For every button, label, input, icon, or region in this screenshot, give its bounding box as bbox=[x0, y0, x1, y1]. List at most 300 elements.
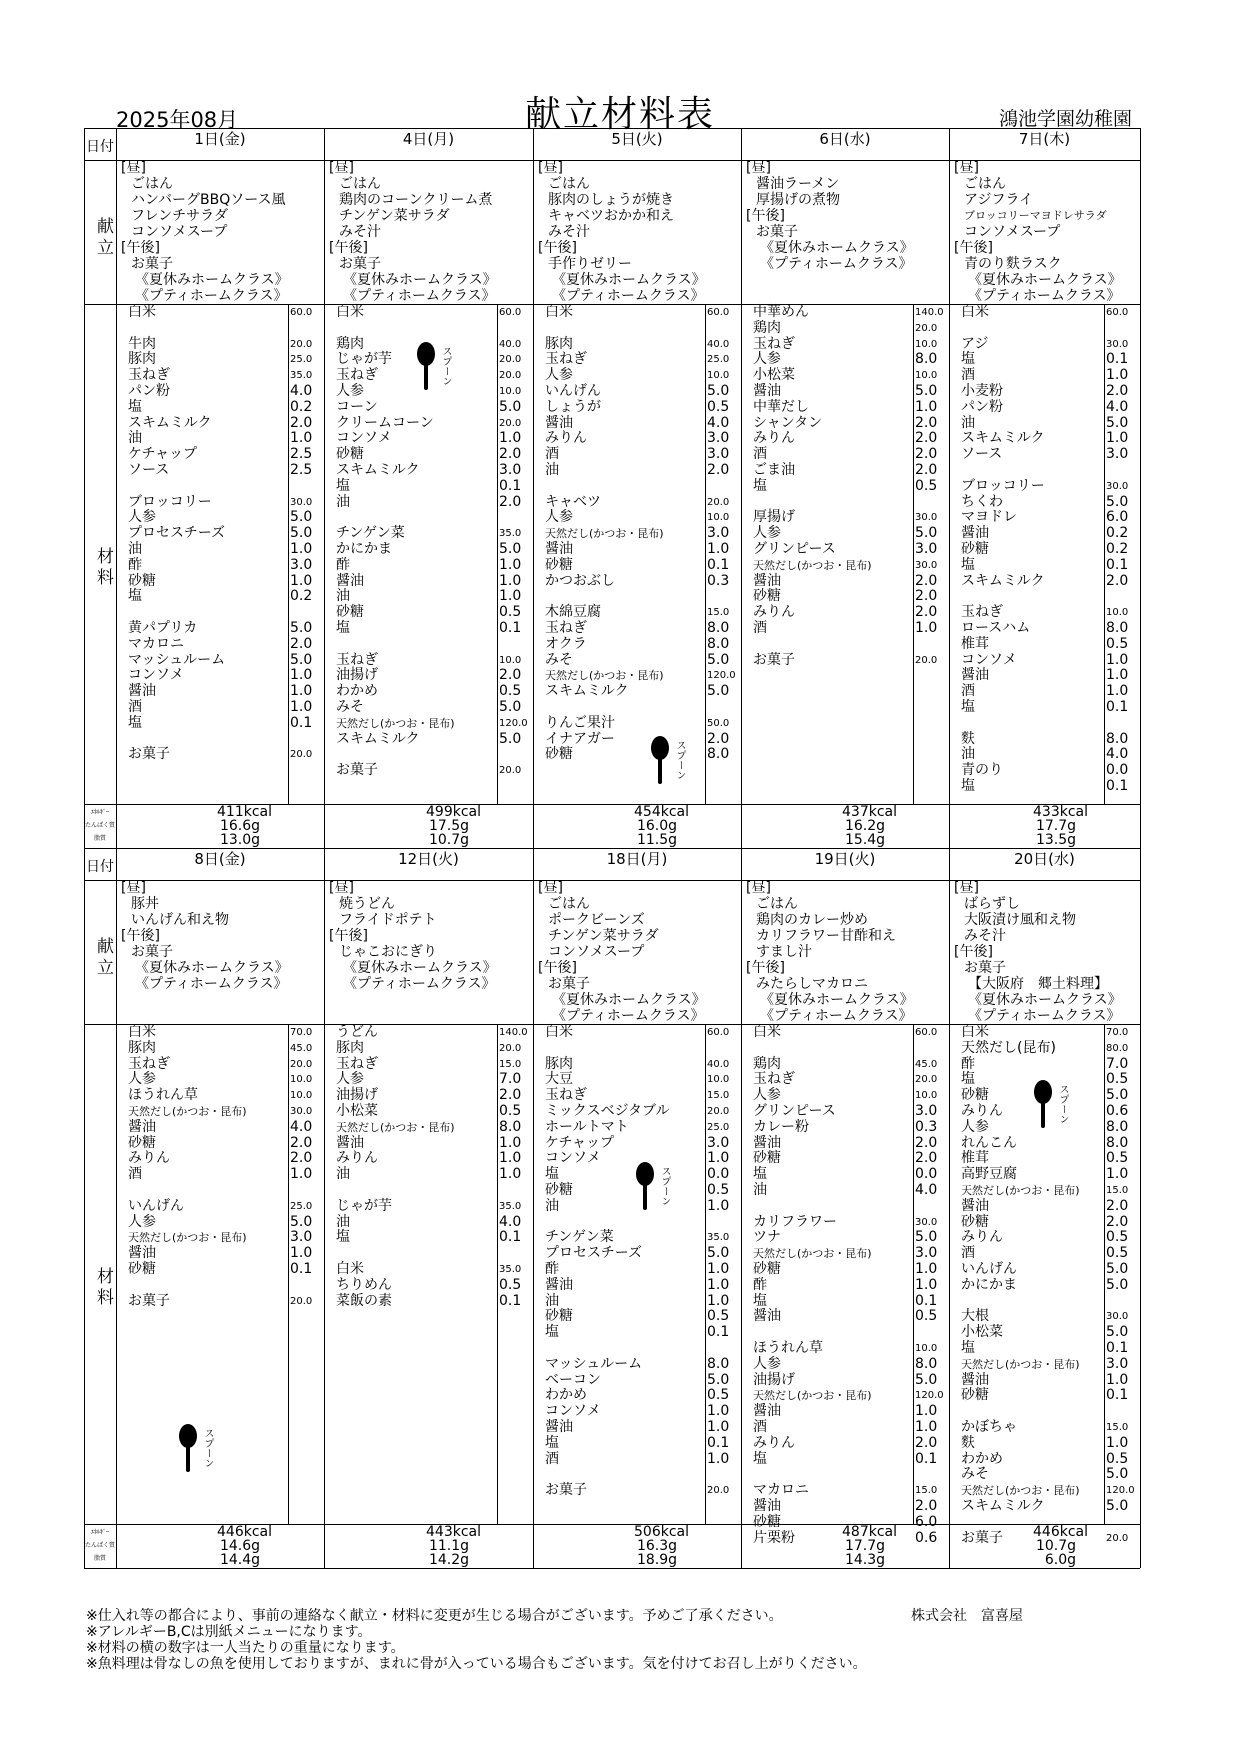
ingredient-amount: 4.0 bbox=[707, 414, 730, 431]
ingredient-amount: 8.0 bbox=[1106, 1134, 1129, 1151]
ingredient-name: カレー粉 bbox=[753, 1118, 809, 1135]
menu-item: すまし汁 bbox=[756, 944, 812, 960]
ingredient-amount: 1.0 bbox=[290, 540, 313, 557]
ingredient-name: 中華めん bbox=[753, 304, 809, 320]
spoon-label: スプーン bbox=[440, 346, 451, 386]
ingredient-amount bbox=[1106, 716, 1128, 732]
ingredient-amount: 5.0 bbox=[915, 525, 938, 542]
ingredient-amount: 0.1 bbox=[915, 1450, 938, 1467]
ingredient-amount: 10.0 bbox=[290, 1074, 313, 1086]
ingredient-amount: 5.0 bbox=[1106, 1497, 1129, 1514]
ingredient-name: 塩 bbox=[961, 777, 975, 794]
nutrition-value: 15.4g bbox=[844, 832, 885, 848]
nutrition-value: 14.6g bbox=[219, 1538, 260, 1554]
ingredient-name: お菓子 bbox=[128, 1292, 170, 1309]
menu-item: [昼] bbox=[121, 160, 146, 176]
ingredient-name: 砂糖 bbox=[753, 588, 781, 605]
day-menu bbox=[121, 160, 289, 304]
ingredient-name: コンソメ bbox=[545, 1150, 601, 1167]
ingredient-name: パン粉 bbox=[128, 382, 170, 399]
ingredient-name: スキムミルク bbox=[961, 572, 1045, 589]
menu-item: フライドポテト bbox=[339, 912, 437, 928]
ingredient-amount: 35.0 bbox=[499, 1263, 522, 1275]
ingredient-amount bbox=[707, 1215, 729, 1231]
ingredient-amount: 5.0 bbox=[915, 1229, 938, 1246]
ingredient-amount: 1.0 bbox=[1106, 667, 1129, 684]
ingredient-amount: 5.0 bbox=[290, 509, 313, 526]
menu-item: 《夏休みホームクラス》 bbox=[343, 960, 497, 976]
ingredient-amount: 25.0 bbox=[707, 1121, 730, 1133]
ingredient-amount: 15.0 bbox=[499, 1058, 522, 1070]
ingredient-name: マッシュルーム bbox=[128, 651, 226, 668]
ingredient-name: 酒 bbox=[128, 698, 142, 715]
row-label-ingredients: 材料 bbox=[93, 547, 113, 589]
ingredient-name: みそ bbox=[336, 698, 364, 715]
spoon-icon bbox=[1031, 1080, 1081, 1150]
menu-item: ばらずし bbox=[964, 896, 1020, 912]
day-header: 18日(月) bbox=[606, 850, 668, 868]
ingredient-name: 醤油 bbox=[545, 414, 573, 431]
ingredient-name: 人参 bbox=[128, 509, 156, 526]
spoon-label: スプーン bbox=[202, 1428, 213, 1468]
ingredient-name bbox=[753, 495, 872, 511]
ingredient-name: マヨドレ bbox=[961, 509, 1017, 526]
ingredient-amount: 120.0 bbox=[915, 1390, 944, 1402]
ingredient-amount: 0.5 bbox=[915, 477, 938, 494]
nutrition-value: 13.5g bbox=[1035, 832, 1076, 848]
ingredient-name: 玉ねぎ bbox=[753, 335, 795, 352]
ingredient-name: 醤油 bbox=[545, 1418, 573, 1435]
menu-item: 《プティホームクラス》 bbox=[343, 976, 496, 992]
ingredient-amount: 1.0 bbox=[290, 1245, 313, 1262]
ingredient-amount: 15.0 bbox=[707, 607, 730, 619]
ingredient-name: わかめ bbox=[961, 1450, 1003, 1467]
ingredient-name: 白米 bbox=[336, 304, 364, 320]
ingredient-name: いんげん bbox=[961, 1260, 1017, 1277]
ingredient-name: 塩 bbox=[961, 1339, 975, 1356]
menu-item: [午後] bbox=[954, 240, 993, 256]
week-block bbox=[84, 128, 1140, 848]
ingredient-name: 醤油 bbox=[545, 1276, 573, 1293]
day-header: 12日(火) bbox=[398, 850, 459, 868]
menu-item: 《プティホームクラス》 bbox=[760, 256, 913, 272]
quantity-list bbox=[1106, 305, 1128, 795]
ingredient-name: 大豆 bbox=[545, 1071, 573, 1088]
menu-item: 《夏休みホームクラス》 bbox=[135, 272, 289, 288]
nutrition-value: 499kcal bbox=[426, 804, 481, 820]
ingredient-amount: 20.0 bbox=[499, 354, 522, 366]
ingredient-amount: 1.0 bbox=[1106, 430, 1129, 447]
ingredient-name: みりん bbox=[128, 1150, 170, 1167]
menu-item: ごはん bbox=[756, 896, 798, 912]
ingredient-amount: 0.1 bbox=[1106, 1387, 1129, 1404]
row-label-menu: 献立 bbox=[93, 937, 113, 979]
ingredient-list bbox=[545, 305, 664, 763]
ingredient-name: コンソメ bbox=[128, 667, 184, 684]
menu-item: 《夏休みホームクラス》 bbox=[968, 272, 1122, 288]
grid-vline bbox=[913, 304, 914, 804]
ingredient-amount: 5.0 bbox=[1106, 1260, 1129, 1277]
menu-item: カリフラワー甘酢和え bbox=[756, 928, 896, 944]
ingredient-name: 醤油 bbox=[128, 1118, 156, 1135]
ingredient-name bbox=[545, 1041, 669, 1057]
ingredient-amount: 10.0 bbox=[915, 1090, 938, 1102]
menu-item: 《夏休みホームクラス》 bbox=[343, 272, 497, 288]
nutrition-value: 14.4g bbox=[219, 1552, 260, 1568]
ingredient-name: みそ bbox=[961, 1466, 989, 1483]
ingredient-name bbox=[128, 605, 225, 621]
ingredient-name: コーン bbox=[336, 398, 378, 415]
ingredient-name bbox=[336, 321, 455, 337]
ingredient-amount: 5.0 bbox=[290, 525, 313, 542]
ingredient-name: 天然だし(かつお・昆布) bbox=[961, 1357, 1080, 1371]
ingredient-name: 塩 bbox=[961, 351, 975, 368]
ingredient-amount: 20.0 bbox=[1106, 1532, 1129, 1544]
ingredient-name: 豚肉 bbox=[128, 351, 156, 368]
ingredient-name: 酒 bbox=[753, 1418, 767, 1435]
ingredient-amount: 60.0 bbox=[499, 307, 522, 318]
ingredient-amount: 10.0 bbox=[499, 385, 522, 397]
menu-item: 豚丼 bbox=[131, 896, 159, 912]
ingredient-name: かぼちゃ bbox=[961, 1418, 1017, 1435]
menu-item: [午後] bbox=[329, 240, 368, 256]
ingredient-amount: 1.0 bbox=[707, 1197, 730, 1214]
quantity-list bbox=[499, 1025, 528, 1309]
ingredient-amount: 0.5 bbox=[499, 683, 522, 700]
ingredient-name: 玉ねぎ bbox=[128, 367, 170, 384]
day-menu bbox=[538, 160, 706, 304]
menu-item: [午後] bbox=[954, 944, 993, 960]
menu-item: [午後] bbox=[121, 928, 160, 944]
menu-item: [昼] bbox=[538, 880, 563, 896]
ingredient-amount: 0.5 bbox=[499, 1276, 522, 1293]
quantity-list bbox=[915, 305, 944, 668]
grid-vline bbox=[741, 848, 742, 1568]
ingredient-name: 油 bbox=[128, 540, 142, 557]
menu-item: ごはん bbox=[548, 176, 590, 192]
ingredient-name: 豚肉 bbox=[336, 1039, 364, 1056]
ingredient-name: お菓子 bbox=[545, 1482, 587, 1499]
row-label-nutrition: 脂質 bbox=[93, 1555, 106, 1562]
ingredient-name: 砂糖 bbox=[336, 446, 364, 463]
nutrition-value: 14.3g bbox=[844, 1552, 885, 1568]
ingredient-amount: 0.5 bbox=[1106, 1150, 1129, 1167]
ingredient-name: 油 bbox=[753, 1181, 767, 1198]
grid-vline bbox=[1104, 1024, 1105, 1524]
ingredient-name: 酢 bbox=[545, 1260, 559, 1277]
ingredient-amount: 25.0 bbox=[290, 354, 313, 366]
ingredient-name: じゃが芋 bbox=[336, 351, 392, 368]
menu-item: [午後] bbox=[746, 960, 785, 976]
ingredient-name: ミックスベジタブル bbox=[545, 1102, 670, 1119]
ingredient-name: 塩 bbox=[336, 477, 350, 494]
nutrition-value: 446kcal bbox=[217, 1524, 272, 1540]
ingredient-amount: 0.1 bbox=[1106, 698, 1129, 715]
ingredient-amount: 0.5 bbox=[499, 1102, 522, 1119]
ingredient-name bbox=[128, 1183, 247, 1199]
ingredient-amount: 1.0 bbox=[707, 1260, 730, 1277]
nutrition-values bbox=[533, 805, 689, 847]
grid-vline bbox=[533, 128, 534, 848]
ingredient-name: プロセスチーズ bbox=[545, 1245, 643, 1262]
ingredient-amount: 0.1 bbox=[1106, 1339, 1129, 1356]
ingredient-amount bbox=[915, 495, 944, 511]
ingredient-name: 塩 bbox=[128, 398, 142, 415]
ingredient-amount bbox=[499, 1246, 528, 1262]
ingredient-amount bbox=[915, 1325, 944, 1341]
ingredient-amount bbox=[499, 510, 528, 526]
ingredient-amount: 1.0 bbox=[499, 588, 522, 605]
menu-item: いんげん和え物 bbox=[131, 912, 229, 928]
ingredient-name bbox=[961, 1294, 1080, 1310]
ingredient-amount: 140.0 bbox=[499, 1027, 528, 1038]
spoon-icon bbox=[648, 736, 698, 806]
ingredient-amount: 2.0 bbox=[915, 1434, 938, 1451]
ingredient-name bbox=[545, 321, 664, 337]
day-header: 5日(火) bbox=[611, 130, 663, 148]
ingredient-amount: 6.0 bbox=[915, 1513, 938, 1530]
ingredient-name: かにかま bbox=[961, 1276, 1017, 1293]
ingredient-amount: 3.0 bbox=[707, 430, 730, 447]
ingredient-amount: 2.0 bbox=[915, 1497, 938, 1514]
nutrition-value: 11.1g bbox=[428, 1538, 469, 1554]
ingredient-name: 人参 bbox=[545, 509, 573, 526]
ingredient-name bbox=[128, 479, 225, 495]
ingredient-amount: 0.2 bbox=[290, 588, 313, 605]
ingredient-amount: 5.0 bbox=[499, 540, 522, 557]
ingredient-amount: 0.1 bbox=[1106, 777, 1129, 794]
ingredient-name: アジ bbox=[961, 335, 989, 352]
ingredient-amount: 0.5 bbox=[707, 1181, 730, 1198]
ingredient-name: 醤油 bbox=[753, 1497, 781, 1514]
menu-item: [昼] bbox=[121, 880, 146, 896]
ingredient-amount: 0.3 bbox=[707, 572, 730, 589]
ingredient-amount bbox=[915, 1199, 944, 1215]
ingredient-amount: 0.0 bbox=[915, 1166, 938, 1183]
ingredient-amount: 3.0 bbox=[915, 1245, 938, 1262]
ingredient-amount: 1.0 bbox=[1106, 1434, 1129, 1451]
ingredient-amount: 15.0 bbox=[915, 1485, 938, 1497]
ingredient-name bbox=[961, 321, 1045, 337]
quantity-list bbox=[499, 305, 528, 779]
menu-item: みそ汁 bbox=[964, 928, 1006, 944]
ingredient-name: 人参 bbox=[545, 367, 573, 384]
ingredient-name: 砂糖 bbox=[545, 1181, 573, 1198]
day-header: 19日(火) bbox=[814, 850, 876, 868]
ingredient-name: 塩 bbox=[545, 1434, 559, 1451]
ingredient-amount bbox=[290, 1278, 312, 1294]
ingredient-amount: 1.0 bbox=[707, 1418, 730, 1435]
day-header: 7日(木) bbox=[1018, 130, 1071, 148]
ingredient-name: 油 bbox=[336, 1166, 350, 1183]
ingredient-name bbox=[128, 1278, 247, 1294]
ingredient-amount: 5.0 bbox=[499, 698, 522, 715]
ingredient-amount: 0.1 bbox=[290, 714, 313, 731]
nutrition-value: 16.2g bbox=[844, 818, 885, 834]
ingredient-amount bbox=[707, 321, 736, 337]
ingredient-name: 砂糖 bbox=[753, 1260, 781, 1277]
ingredient-amount: 5.0 bbox=[290, 1213, 313, 1230]
nutrition-values bbox=[949, 1525, 1088, 1567]
menu-item: 焼うどん bbox=[339, 896, 395, 912]
ingredient-amount: 0.5 bbox=[1106, 1450, 1129, 1467]
grid-vline bbox=[705, 304, 706, 804]
ingredient-name: みりん bbox=[961, 1102, 1003, 1119]
ingredient-amount: 5.0 bbox=[707, 683, 730, 700]
ingredient-amount: 1.0 bbox=[290, 667, 313, 684]
ingredient-amount: 0.1 bbox=[1106, 351, 1129, 368]
grid-vline bbox=[288, 304, 289, 804]
ingredient-amount: 1.0 bbox=[1106, 651, 1129, 668]
ingredient-amount: 8.0 bbox=[707, 1355, 730, 1372]
day-menu bbox=[329, 880, 497, 992]
ingredient-amount bbox=[499, 1183, 528, 1199]
day-menu bbox=[954, 160, 1122, 304]
spoon-label: スプーン bbox=[659, 1166, 670, 1206]
ingredient-name: 酢 bbox=[336, 556, 350, 573]
menu-item: 《夏休みホームクラス》 bbox=[760, 240, 914, 256]
ingredient-amount: 0.0 bbox=[1106, 762, 1129, 779]
menu-item: お菓子 bbox=[548, 976, 590, 992]
ingredient-name: 大根 bbox=[961, 1308, 989, 1325]
menu-item: アジフライ bbox=[964, 192, 1034, 208]
ingredient-amount: 3.0 bbox=[707, 446, 730, 463]
ingredient-name: 白米 bbox=[961, 304, 989, 320]
ingredient-amount: 2.0 bbox=[499, 667, 522, 684]
ingredient-name: ソース bbox=[961, 446, 1003, 463]
ingredient-amount bbox=[707, 1041, 729, 1057]
ingredient-name: スキムミルク bbox=[961, 430, 1045, 447]
ingredient-name: 酒 bbox=[961, 367, 975, 384]
ingredient-name bbox=[128, 732, 225, 748]
ingredient-name: 酢 bbox=[961, 1055, 975, 1072]
day-menu bbox=[329, 160, 497, 304]
ingredient-name: スキムミルク bbox=[961, 1497, 1045, 1514]
ingredient-name: 砂糖 bbox=[961, 1387, 989, 1404]
ingredient-amount bbox=[499, 747, 528, 763]
ingredient-name: ちりめん bbox=[336, 1276, 392, 1293]
ingredient-amount: 2.0 bbox=[915, 461, 938, 478]
ingredient-name: 天然だし(かつお・昆布) bbox=[336, 716, 455, 730]
ingredient-amount: 20.0 bbox=[915, 322, 938, 334]
ingredient-amount: 6.0 bbox=[1106, 509, 1129, 526]
grid-vline bbox=[324, 848, 325, 1568]
ingredient-amount: 2.0 bbox=[1106, 1197, 1129, 1214]
ingredient-amount: 0.5 bbox=[1106, 1229, 1129, 1246]
ingredient-amount: 0.1 bbox=[499, 477, 522, 494]
ingredient-amount: 2.0 bbox=[915, 1134, 938, 1151]
ingredient-amount: 45.0 bbox=[915, 1058, 938, 1070]
ingredient-name: 玉ねぎ bbox=[336, 651, 378, 668]
ingredient-amount: 70.0 bbox=[1106, 1027, 1129, 1038]
ingredient-name bbox=[753, 1041, 872, 1057]
ingredient-name: 青のり bbox=[961, 762, 1003, 779]
day-header: 6日(水) bbox=[819, 130, 871, 148]
ingredient-name: ソース bbox=[128, 461, 170, 478]
row-label-date: 日付 bbox=[86, 139, 114, 155]
menu-item: [午後] bbox=[121, 240, 160, 256]
menu-item: [午後] bbox=[329, 928, 368, 944]
ingredient-amount: 5.0 bbox=[1106, 414, 1129, 431]
ingredient-amount: 1.0 bbox=[290, 1166, 313, 1183]
ingredient-amount: 2.0 bbox=[1106, 382, 1129, 399]
nutrition-values bbox=[116, 805, 272, 847]
nutrition-value: 433kcal bbox=[1033, 804, 1088, 820]
ingredient-name: 醤油 bbox=[753, 1403, 781, 1420]
ingredient-name: かにかま bbox=[336, 540, 392, 557]
ingredient-name bbox=[961, 463, 1045, 479]
ingredient-amount: 5.0 bbox=[1106, 1466, 1129, 1483]
ingredient-amount: 5.0 bbox=[290, 619, 313, 636]
grid-vline bbox=[705, 1024, 706, 1524]
menu-item: ごはん bbox=[548, 896, 590, 912]
quantity-list bbox=[290, 305, 312, 763]
ingredient-name: 砂糖 bbox=[545, 746, 573, 763]
ingredient-amount: 120.0 bbox=[1106, 1485, 1135, 1497]
ingredient-amount: 3.0 bbox=[290, 1229, 313, 1246]
ingredient-amount: 0.1 bbox=[499, 619, 522, 636]
ingredient-name: 木綿豆腐 bbox=[545, 604, 601, 621]
ingredient-name: 豚肉 bbox=[128, 1039, 156, 1056]
ingredient-name: いんげん bbox=[545, 382, 601, 399]
ingredient-amount: 0.2 bbox=[1106, 540, 1129, 557]
menu-item: みそ汁 bbox=[339, 224, 381, 240]
ingredient-amount: 0.6 bbox=[915, 1529, 938, 1546]
quantity-list bbox=[1106, 1025, 1135, 1546]
ingredient-name: プロセスチーズ bbox=[128, 525, 226, 542]
ingredient-amount: 20.0 bbox=[290, 1295, 313, 1307]
ingredient-name: 白米 bbox=[545, 304, 573, 320]
ingredient-name: 酒 bbox=[753, 619, 767, 636]
ingredient-amount: 20.0 bbox=[499, 1042, 522, 1054]
ingredient-amount: 0.5 bbox=[707, 1308, 730, 1325]
ingredient-amount bbox=[1106, 1294, 1135, 1310]
ingredient-name: 砂糖 bbox=[336, 604, 364, 621]
nutrition-value: 16.6g bbox=[219, 818, 260, 834]
ingredient-name: 玉ねぎ bbox=[545, 1087, 587, 1104]
ingredient-amount: 30.0 bbox=[290, 496, 313, 508]
ingredient-amount bbox=[1106, 321, 1128, 337]
menu-item: フレンチサラダ bbox=[131, 208, 228, 224]
ingredient-name: コンソメ bbox=[336, 430, 392, 447]
ingredient-amount: 3.0 bbox=[915, 1102, 938, 1119]
ingredient-amount: 2.0 bbox=[499, 493, 522, 510]
ingredient-name: かつおぶし bbox=[545, 572, 615, 589]
grid-vline bbox=[1104, 304, 1105, 804]
ingredient-amount: 8.0 bbox=[707, 619, 730, 636]
ingredient-amount: 60.0 bbox=[707, 1027, 730, 1038]
ingredient-amount: 0.5 bbox=[915, 1308, 938, 1325]
ingredient-amount: 5.0 bbox=[707, 651, 730, 668]
ingredient-name: みりん bbox=[336, 1150, 378, 1167]
ingredient-name: 油 bbox=[961, 746, 975, 763]
ingredient-amount: 20.0 bbox=[499, 417, 522, 429]
ingredient-name: 人参 bbox=[753, 1355, 781, 1372]
ingredient-name: 厚揚げ bbox=[753, 509, 795, 526]
nutrition-value: 16.0g bbox=[636, 818, 677, 834]
ingredient-amount: 40.0 bbox=[499, 338, 522, 350]
nutrition-values bbox=[324, 805, 481, 847]
menu-item: 《プティホームクラス》 bbox=[968, 1008, 1121, 1024]
ingredient-name bbox=[545, 589, 664, 605]
ingredient-amount: 0.5 bbox=[1106, 635, 1129, 652]
ingredient-amount: 10.0 bbox=[290, 1090, 313, 1102]
ingredient-amount bbox=[707, 479, 736, 495]
ingredient-name: イナアガー bbox=[545, 730, 615, 747]
ingredient-amount: 10.0 bbox=[915, 370, 938, 382]
ingredient-amount bbox=[915, 1041, 944, 1057]
ingredient-amount: 4.0 bbox=[915, 1181, 938, 1198]
